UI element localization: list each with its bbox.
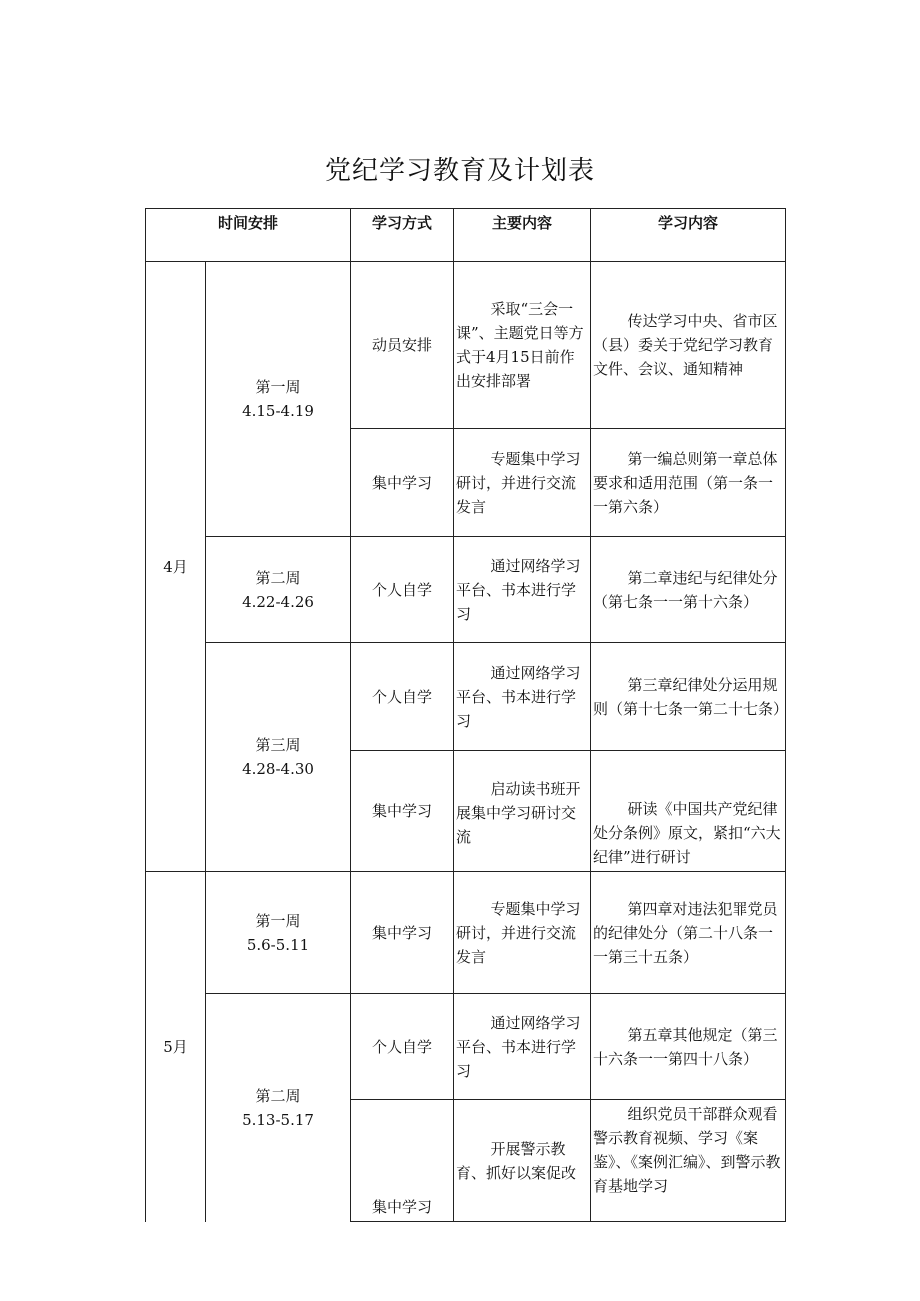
- week-name: 第二周: [255, 568, 301, 587]
- week-name: 第一周: [255, 911, 301, 930]
- main-cell: [453, 750, 591, 872]
- content-cell: [590, 642, 789, 751]
- week-name: 第一周: [255, 378, 301, 396]
- week-dates: 4.15-4.19: [242, 402, 314, 420]
- method-cell: 个人自学: [350, 536, 454, 643]
- main-text: 启动读书班开展集中学习研讨交流: [456, 780, 581, 846]
- method-cell: 个人自学: [350, 642, 454, 751]
- week-name: 第三周: [255, 736, 301, 754]
- week-cell: [205, 871, 351, 994]
- week-dates: 4.22-4.26: [242, 592, 314, 611]
- main-text: 采取“三会一课”、主题党日等方式于4月15日前作出安排部署: [456, 300, 584, 390]
- header-content: 学习内容: [590, 208, 786, 262]
- method-cell: 集中学习: [350, 750, 454, 872]
- content-text: 研读《中国共产党纪律处分条例》原文，紧扣“六大纪律”进行研讨: [593, 800, 781, 866]
- content-text: 组织党员干部群众观看警示教育视频、学习《案鉴》、《案例汇编》、到警示教育基地学习: [593, 1105, 781, 1195]
- content-cell: [590, 536, 786, 643]
- week-dates: 5.6-5.11: [246, 935, 310, 954]
- main-text: 开展警示教育、抓好以案促改: [456, 1139, 577, 1182]
- content-cell: [590, 261, 786, 429]
- content-cell: [590, 750, 786, 872]
- content-text: 第二章违纪与纪律处分（第七条一一第十六条）: [593, 568, 778, 611]
- main-cell: [453, 993, 591, 1100]
- main-text: 专题集中学习研讨，并进行交流发言: [456, 899, 581, 966]
- week-cell: [205, 261, 351, 537]
- page-title: 党纪学习教育及计划表: [324, 156, 595, 186]
- content-cell: [590, 1099, 786, 1222]
- content-text: 第三章纪律处分运用规则（第十七条一第二十七条）: [593, 675, 789, 718]
- content-text: 第一编总则第一章总体要求和适用范围（第一条一一第六条）: [593, 449, 778, 516]
- content-text: 第四章对违法犯罪党员的纪律处分（第二十八条一一第三十五条）: [593, 899, 778, 966]
- week-cell: [205, 993, 351, 1222]
- main-text: 专题集中学习研讨，并进行交流发言: [456, 449, 581, 516]
- method-cell: [350, 1099, 454, 1222]
- main-cell: [453, 642, 591, 751]
- week-name: 第二周: [255, 1087, 301, 1105]
- week-cell: [205, 642, 351, 872]
- content-cell: [590, 993, 786, 1100]
- month-cell: 5月: [145, 871, 206, 1222]
- header-method: 学习方式: [350, 208, 454, 262]
- week-dates: 4.28-4.30: [242, 760, 314, 778]
- main-cell: [453, 536, 591, 643]
- method-cell: 集中学习: [350, 871, 454, 994]
- content-text: 第五章其他规定（第三十六条一一第四十八条）: [593, 1025, 778, 1068]
- method-text: 集中学习: [371, 1198, 432, 1216]
- main-text: 通过网络学习平台、书本进行学习: [456, 663, 581, 730]
- method-cell: 动员安排: [350, 261, 454, 429]
- header-main: 主要内容: [453, 208, 591, 262]
- main-cell: [453, 428, 591, 537]
- month-cell: 4月: [145, 261, 206, 872]
- main-cell: [453, 261, 591, 429]
- content-text: 传达学习中央、省市区（县）委关于党纪学习教育文件、会议、通知精神: [593, 312, 778, 378]
- content-cell: [590, 428, 786, 537]
- content-cell: [590, 871, 786, 994]
- method-cell: 集中学习: [350, 428, 454, 537]
- method-cell: 个人自学: [350, 993, 454, 1100]
- header-time: 时间安排: [145, 208, 351, 262]
- main-cell: [453, 871, 591, 994]
- main-text: 通过网络学习平台、书本进行学习: [456, 556, 581, 623]
- week-cell: [205, 536, 351, 643]
- main-cell: [453, 1099, 591, 1222]
- week-dates: 5.13-5.17: [242, 1111, 314, 1129]
- main-text: 通过网络学习平台、书本进行学习: [456, 1013, 581, 1080]
